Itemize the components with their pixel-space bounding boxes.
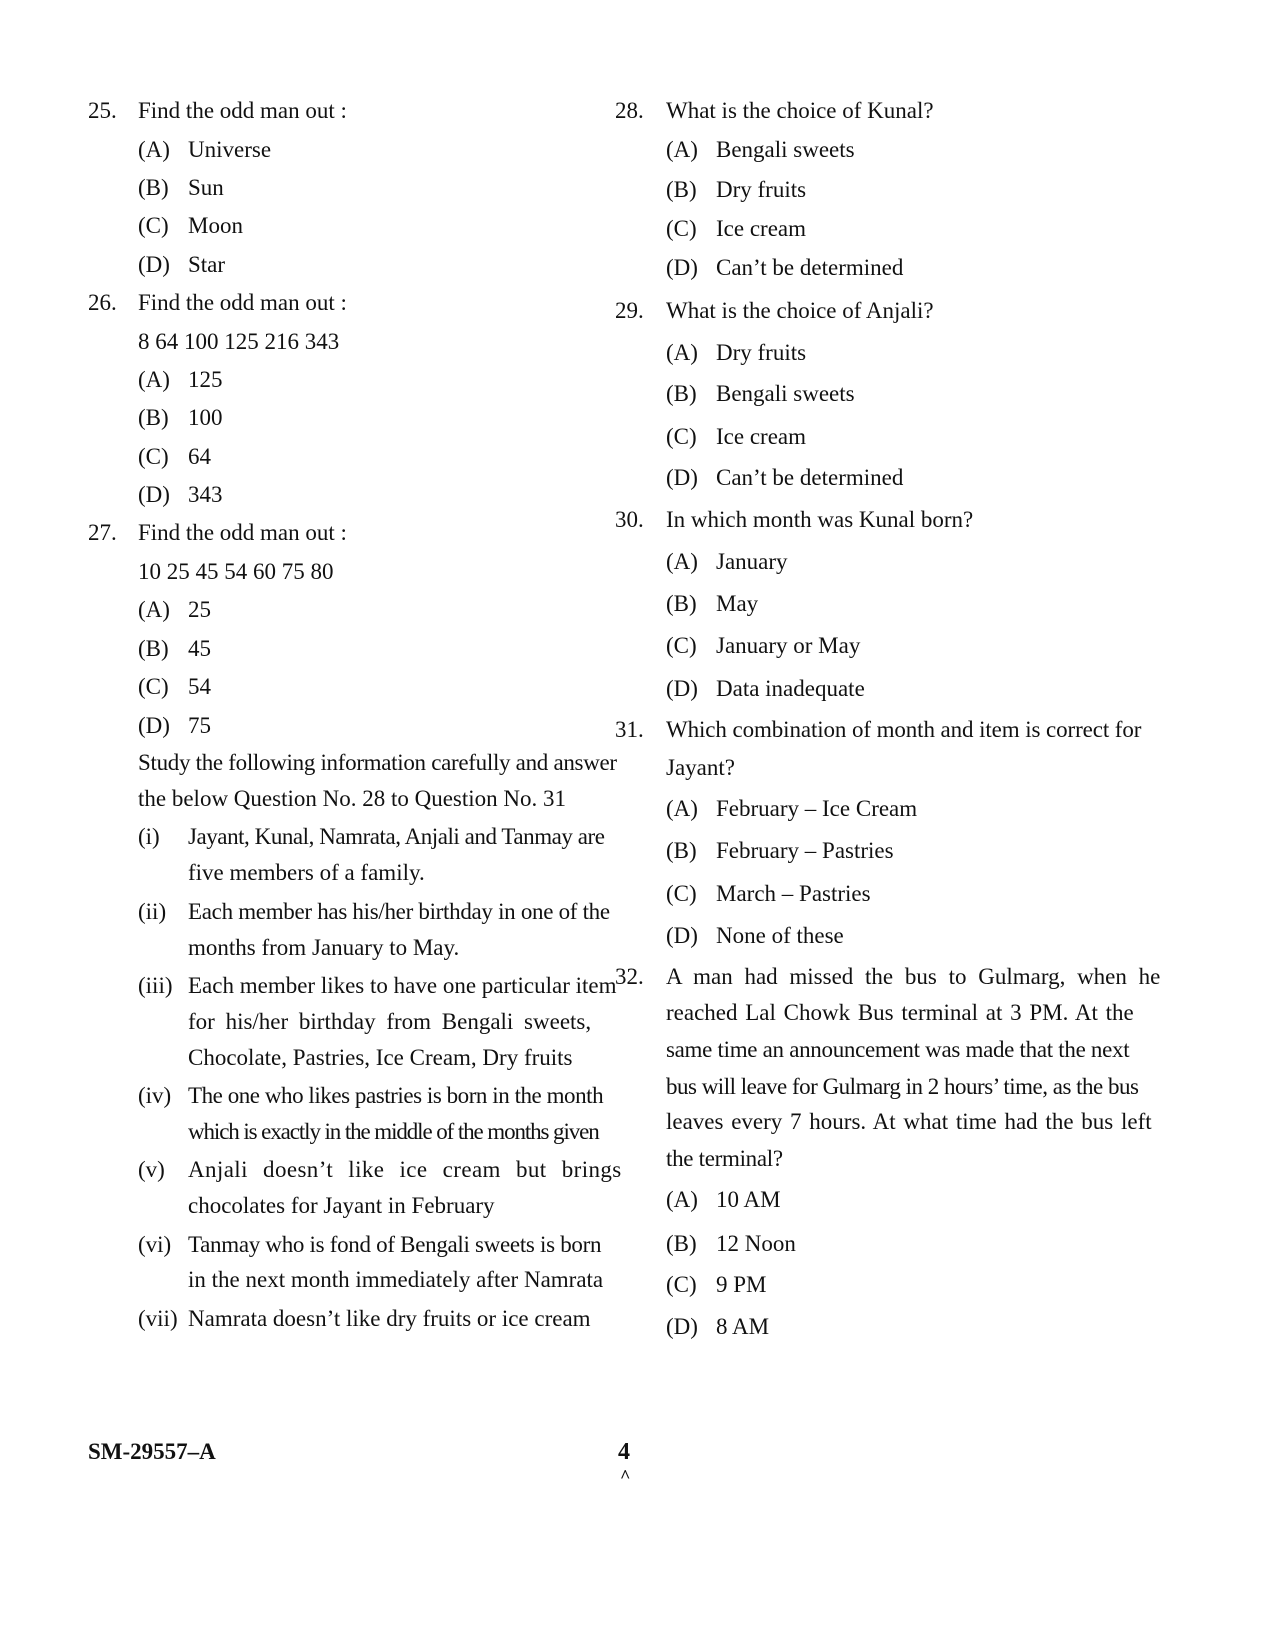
caret-mark: ^: [620, 1466, 631, 1486]
option-label: (C): [138, 444, 169, 469]
question-number: 26.: [88, 290, 117, 315]
clue-text: The one who likes pastries is born in the month: [188, 1083, 604, 1108]
question-stem: Find the odd man out :: [138, 98, 347, 123]
page-number: 4: [618, 1439, 630, 1465]
question-stem: bus will leave for Gulmarg in 2 hours’ time, as the bus: [666, 1074, 1139, 1099]
clue-text: Namrata doesn’t like dry fruits or ice cream: [188, 1306, 591, 1331]
question-stem: A man had missed the bus to Gulmarg, when he: [666, 964, 1161, 989]
option-label: (D): [666, 465, 698, 490]
question-number: 32.: [615, 964, 644, 989]
option-label: (A): [138, 367, 170, 392]
clue-label: (vi): [138, 1232, 172, 1257]
option-text: Dry fruits: [716, 177, 807, 202]
clue-text: which is exactly in the middle of the months given: [188, 1119, 599, 1144]
clue-label: (iv): [138, 1083, 172, 1108]
number-series: 8 64 100 125 216 343: [138, 329, 340, 354]
question-stem: same time an announcement was made that the next: [666, 1037, 1130, 1062]
option-text: Can’t be determined: [716, 255, 904, 280]
option-text: Moon: [188, 213, 243, 238]
option-text: Data inadequate: [716, 676, 865, 701]
option-label: (B): [666, 1231, 697, 1256]
option-label: (B): [666, 838, 697, 863]
clue-label: (i): [138, 824, 160, 849]
option-label: (D): [666, 676, 698, 701]
option-label: (C): [138, 674, 169, 699]
question-number: 31.: [615, 717, 644, 742]
option-text: 25: [188, 597, 211, 622]
question-stem: In which month was Kunal born?: [666, 507, 974, 532]
question-stem: Find the odd man out :: [138, 520, 347, 545]
question-stem: reached Lal Chowk Bus terminal at 3 PM. At the: [666, 1000, 1134, 1025]
clue-text: for his/her birthday from Bengali sweets,: [188, 1009, 592, 1034]
option-label: (C): [666, 424, 697, 449]
option-label: (A): [666, 1187, 698, 1212]
clue-text: Anjali doesn’t like ice cream but brings: [188, 1157, 622, 1182]
option-text: March – Pastries: [716, 881, 871, 906]
option-text: Dry fruits: [716, 340, 807, 365]
option-text: Can’t be determined: [716, 465, 904, 490]
option-text: 45: [188, 636, 211, 661]
option-label: (D): [666, 255, 698, 280]
option-label: (A): [666, 796, 698, 821]
option-label: (D): [138, 482, 170, 507]
option-label: (A): [138, 137, 170, 162]
question-number: 30.: [615, 507, 644, 532]
option-label: (C): [666, 881, 697, 906]
option-text: Ice cream: [716, 424, 807, 449]
question-number: 28.: [615, 98, 644, 123]
option-text: 343: [188, 482, 223, 507]
option-label: (A): [138, 597, 170, 622]
option-text: 12 Noon: [716, 1231, 796, 1256]
option-text: February – Ice Cream: [716, 796, 918, 821]
option-label: (A): [666, 340, 698, 365]
clue-text: five members of a family.: [188, 860, 425, 885]
option-text: 64: [188, 444, 211, 469]
question-stem: What is the choice of Kunal?: [666, 98, 934, 123]
option-text: Bengali sweets: [716, 137, 855, 162]
option-text: Sun: [188, 175, 224, 200]
question-stem: the terminal?: [666, 1146, 783, 1171]
question-number: 29.: [615, 298, 644, 323]
option-label: (B): [666, 381, 697, 406]
option-text: Star: [188, 252, 226, 277]
booklet-code: SM-29557–A: [88, 1439, 216, 1464]
option-text: 100: [188, 405, 223, 430]
option-text: Universe: [188, 137, 272, 162]
question-stem: leaves every 7 hours. At what time had the bus left: [666, 1109, 1152, 1134]
option-label: (B): [666, 591, 697, 616]
clue-text: Each member has his/her birthday in one of the: [188, 899, 610, 924]
clue-text: chocolates for Jayant in February: [188, 1193, 495, 1218]
question-stem: Which combination of month and item is correct for: [666, 717, 1142, 742]
clue-label: (vii): [138, 1306, 178, 1331]
option-label: (B): [666, 177, 697, 202]
option-text: 10 AM: [716, 1187, 781, 1212]
option-label: (C): [666, 1272, 697, 1297]
option-text: 75: [188, 713, 211, 738]
option-label: (B): [138, 636, 169, 661]
option-text: January or May: [716, 633, 861, 658]
option-text: 8 AM: [716, 1314, 770, 1339]
option-text: 125: [188, 367, 223, 392]
option-label: (D): [666, 1314, 698, 1339]
option-text: 9 PM: [716, 1272, 767, 1297]
question-stem: Jayant?: [666, 755, 735, 780]
clue-text: Jayant, Kunal, Namrata, Anjali and Tanmay are: [188, 824, 605, 849]
option-label: (A): [666, 549, 698, 574]
clue-label: (ii): [138, 899, 167, 924]
option-label: (C): [138, 213, 169, 238]
option-text: January: [716, 549, 788, 574]
option-text: 54: [188, 674, 211, 699]
option-text: February – Pastries: [716, 838, 894, 863]
option-text: Bengali sweets: [716, 381, 855, 406]
option-label: (D): [138, 713, 170, 738]
clue-label: (iii): [138, 973, 173, 998]
option-label: (D): [666, 923, 698, 948]
option-label: (D): [138, 252, 170, 277]
option-text: None of these: [716, 923, 844, 948]
clue-text: Tanmay who is fond of Bengali sweets is born: [188, 1232, 602, 1257]
option-label: (C): [666, 216, 697, 241]
clue-text: Chocolate, Pastries, Ice Cream, Dry fruits: [188, 1045, 573, 1070]
passage-intro: the below Question No. 28 to Question No. 31: [138, 786, 567, 811]
question-number: 27.: [88, 520, 117, 545]
option-label: (C): [666, 633, 697, 658]
option-text: May: [716, 591, 759, 616]
passage-intro: Study the following information carefully and answer: [138, 750, 617, 775]
number-series: 10 25 45 54 60 75 80: [138, 559, 334, 584]
clue-text: months from January to May.: [188, 935, 460, 960]
question-number: 25.: [88, 98, 117, 123]
question-stem: Find the odd man out :: [138, 290, 347, 315]
option-label: (B): [138, 405, 169, 430]
option-label: (A): [666, 137, 698, 162]
clue-text: Each member likes to have one particular item: [188, 973, 617, 998]
clue-text: in the next month immediately after Namrata: [188, 1267, 604, 1292]
question-stem: What is the choice of Anjali?: [666, 298, 934, 323]
option-text: Ice cream: [716, 216, 807, 241]
option-label: (B): [138, 175, 169, 200]
clue-label: (v): [138, 1157, 165, 1182]
